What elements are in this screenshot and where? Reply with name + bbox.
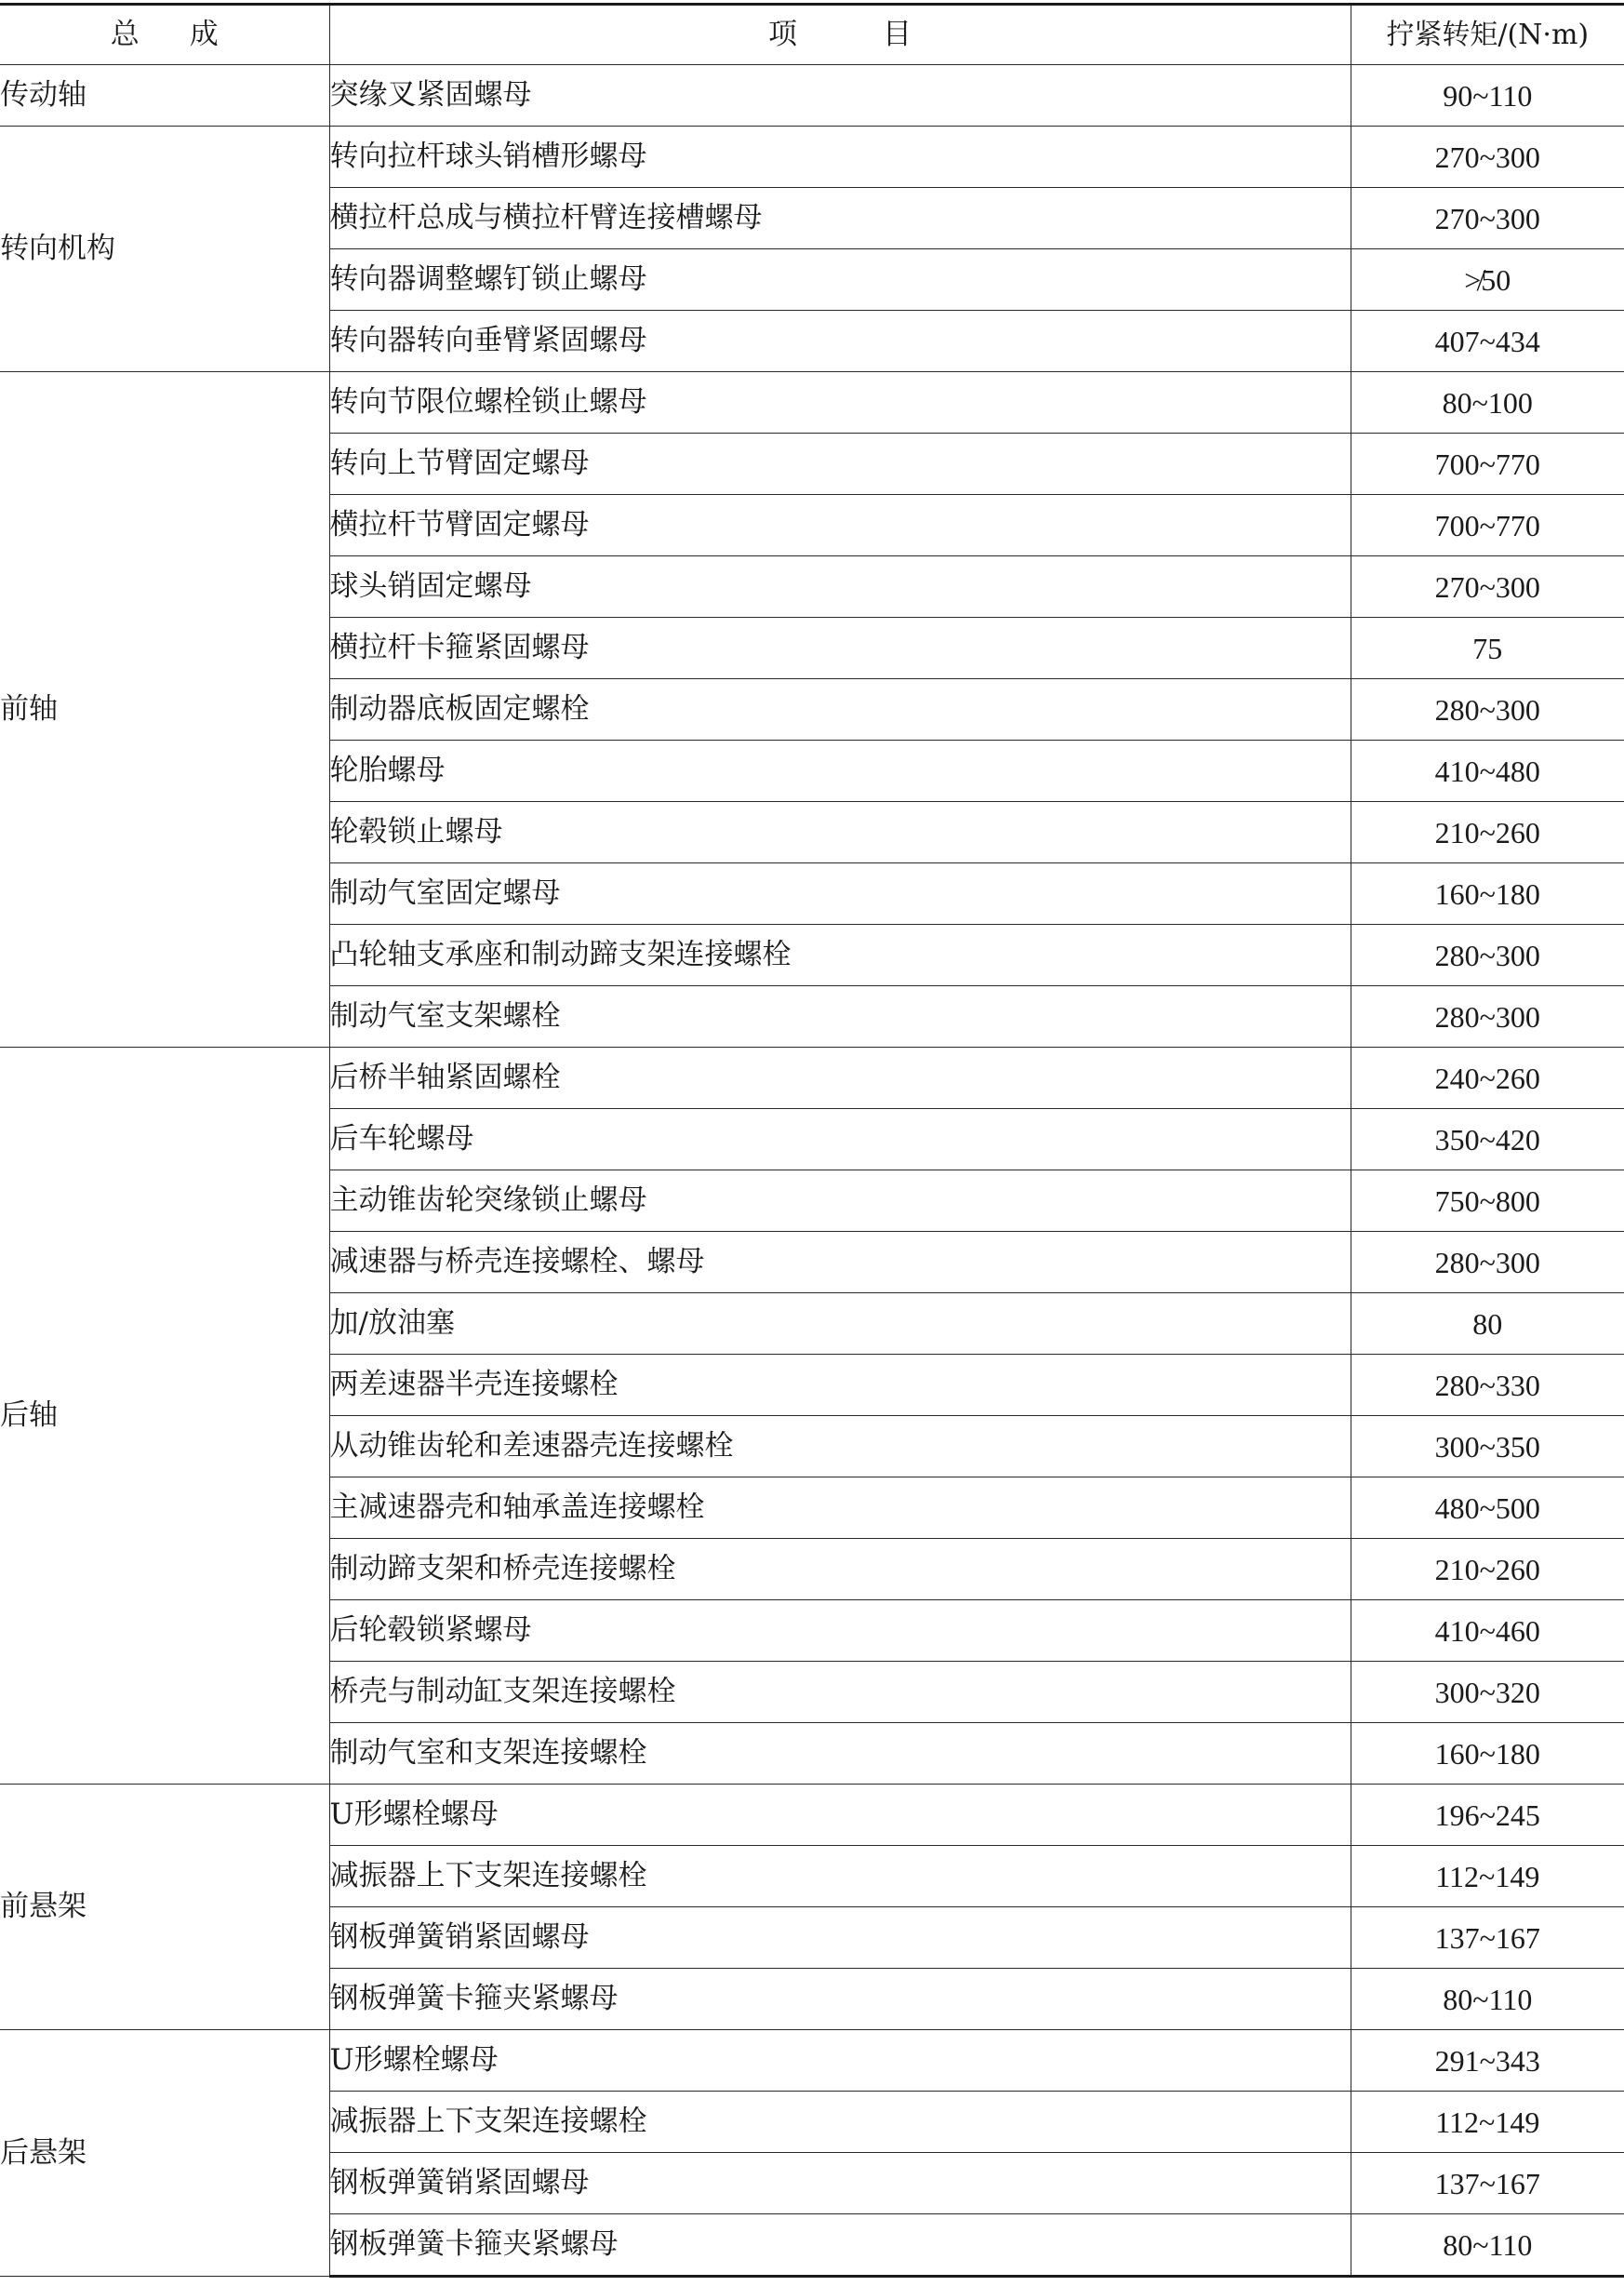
torque-cell: 407~434: [1351, 311, 1624, 372]
torque-cell: 280~300: [1351, 679, 1624, 741]
item-cell: 转向拉杆球头销槽形螺母: [329, 127, 1351, 188]
item-cell: 后车轮螺母: [329, 1109, 1351, 1170]
torque-cell: 280~300: [1351, 986, 1624, 1048]
torque-cell: 160~180: [1351, 863, 1624, 925]
table-row: [0, 1785, 1624, 1846]
torque-cell: 240~260: [1351, 1048, 1624, 1109]
torque-cell: 280~300: [1351, 1232, 1624, 1293]
item-cell: 轮胎螺母: [329, 741, 1351, 802]
item-cell: 减振器上下支架连接螺栓: [329, 2092, 1351, 2153]
torque-cell: 112~149: [1351, 1846, 1624, 1907]
table-body: [0, 65, 1624, 2277]
torque-cell: 210~260: [1351, 802, 1624, 863]
item-cell: 减速器与桥壳连接螺栓、螺母: [329, 1232, 1351, 1293]
table-row: [0, 372, 1624, 434]
torque-cell: 410~480: [1351, 741, 1624, 802]
torque-cell: 75: [1351, 618, 1624, 679]
group-cell: 后悬架: [0, 2030, 329, 2277]
item-cell: 钢板弹簧卡箍夹紧螺母: [329, 1969, 1351, 2030]
torque-cell: 750~800: [1351, 1170, 1624, 1232]
item-cell: 制动气室和支架连接螺栓: [329, 1723, 1351, 1785]
group-cell: 传动轴: [0, 65, 329, 127]
item-cell: 从动锥齿轮和差速器壳连接螺栓: [329, 1416, 1351, 1477]
item-cell: 横拉杆总成与横拉杆臂连接槽螺母: [329, 188, 1351, 249]
item-cell: 横拉杆节臂固定螺母: [329, 495, 1351, 556]
table-row: [0, 1048, 1624, 1109]
item-cell: 突缘叉紧固螺母: [329, 65, 1351, 127]
torque-cell: 80: [1351, 1293, 1624, 1355]
item-cell: 减振器上下支架连接螺栓: [329, 1846, 1351, 1907]
torque-cell: 270~300: [1351, 556, 1624, 618]
header-item: 项目: [329, 5, 1351, 65]
item-cell: 制动气室支架螺栓: [329, 986, 1351, 1048]
torque-cell: 196~245: [1351, 1785, 1624, 1846]
torque-cell: 137~167: [1351, 2153, 1624, 2214]
table-header: [0, 5, 1624, 65]
table-row: [0, 65, 1624, 127]
item-cell: 主减速器壳和轴承盖连接螺栓: [329, 1477, 1351, 1539]
item-cell: 球头销固定螺母: [329, 556, 1351, 618]
item-cell: 转向节限位螺栓锁止螺母: [329, 372, 1351, 434]
item-cell: 后桥半轴紧固螺栓: [329, 1048, 1351, 1109]
torque-cell: 80~100: [1351, 372, 1624, 434]
group-cell: 前轴: [0, 372, 329, 1048]
header-group: 总成: [0, 5, 329, 65]
group-cell: 转向机构: [0, 127, 329, 372]
torque-cell: 112~149: [1351, 2092, 1624, 2153]
item-cell: 转向上节臂固定螺母: [329, 434, 1351, 495]
item-cell: 轮毂锁止螺母: [329, 802, 1351, 863]
group-cell: 后轴: [0, 1048, 329, 1785]
torque-cell: 291~343: [1351, 2030, 1624, 2092]
item-cell: U形螺栓螺母: [329, 2030, 1351, 2092]
item-cell: 制动蹄支架和桥壳连接螺栓: [329, 1539, 1351, 1600]
table-row: [0, 2030, 1624, 2092]
item-cell: 制动器底板固定螺栓: [329, 679, 1351, 741]
torque-cell: 210~260: [1351, 1539, 1624, 1600]
torque-cell: 300~320: [1351, 1662, 1624, 1723]
item-cell: 钢板弹簧销紧固螺母: [329, 2153, 1351, 2214]
group-cell: 前悬架: [0, 1785, 329, 2030]
torque-cell: 270~300: [1351, 188, 1624, 249]
torque-cell: 300~350: [1351, 1416, 1624, 1477]
torque-cell: 80~110: [1351, 2214, 1624, 2277]
torque-cell: 350~420: [1351, 1109, 1624, 1170]
torque-cell: 80~110: [1351, 1969, 1624, 2030]
item-cell: 钢板弹簧卡箍夹紧螺母: [329, 2214, 1351, 2277]
torque-cell: 90~110: [1351, 65, 1624, 127]
item-cell: 转向器转向垂臂紧固螺母: [329, 311, 1351, 372]
item-cell: 钢板弹簧销紧固螺母: [329, 1907, 1351, 1969]
torque-cell: 280~300: [1351, 925, 1624, 986]
table-row: [0, 127, 1624, 188]
torque-cell: 480~500: [1351, 1477, 1624, 1539]
torque-cell: 410~460: [1351, 1600, 1624, 1662]
header-row: [0, 5, 1624, 65]
torque-cell: ≯50: [1351, 249, 1624, 311]
torque-cell: 700~770: [1351, 495, 1624, 556]
torque-cell: 270~300: [1351, 127, 1624, 188]
item-cell: 凸轮轴支承座和制动蹄支架连接螺栓: [329, 925, 1351, 986]
torque-cell: 160~180: [1351, 1723, 1624, 1785]
item-cell: U形螺栓螺母: [329, 1785, 1351, 1846]
header-torque: 拧紧转矩/(N·m): [1351, 5, 1624, 65]
item-cell: 两差速器半壳连接螺栓: [329, 1355, 1351, 1416]
item-cell: 桥壳与制动缸支架连接螺栓: [329, 1662, 1351, 1723]
item-cell: 横拉杆卡箍紧固螺母: [329, 618, 1351, 679]
torque-cell: 137~167: [1351, 1907, 1624, 1969]
torque-spec-table: [0, 3, 1624, 2278]
item-cell: 主动锥齿轮突缘锁止螺母: [329, 1170, 1351, 1232]
item-cell: 制动气室固定螺母: [329, 863, 1351, 925]
item-cell: 加/放油塞: [329, 1293, 1351, 1355]
item-cell: 转向器调整螺钉锁止螺母: [329, 249, 1351, 311]
torque-cell: 700~770: [1351, 434, 1624, 495]
item-cell: 后轮毂锁紧螺母: [329, 1600, 1351, 1662]
torque-cell: 280~330: [1351, 1355, 1624, 1416]
